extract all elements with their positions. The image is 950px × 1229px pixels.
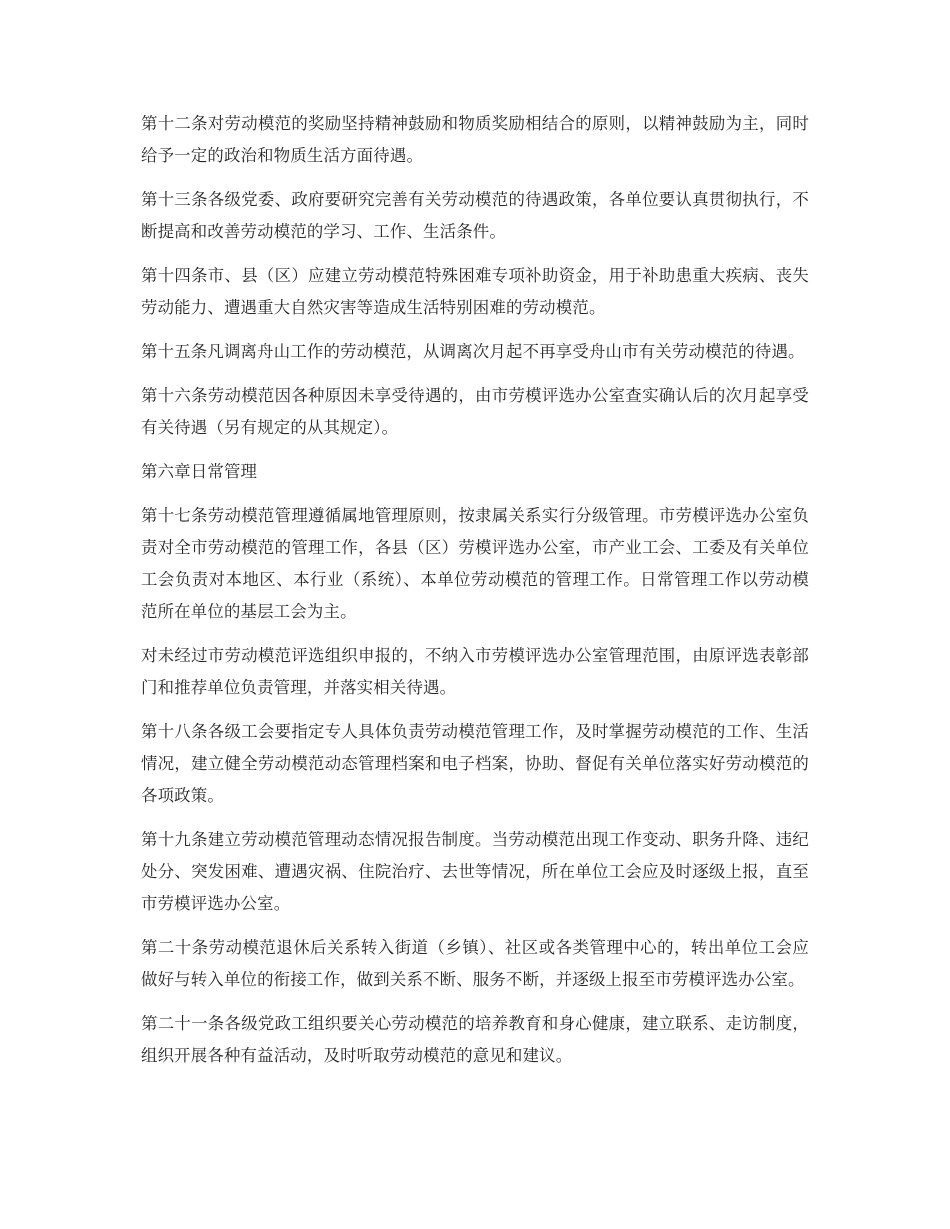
article-19-paragraph: 第十九条建立劳动模范管理动态情况报告制度。当劳动模范出现工作变动、职务升降、违纪处分、突发困难、遭遇灾祸、住院治疗、去世等情况，所在单位工会应及时逐级上报，直至市劳模评选办公室。: [141, 830, 809, 913]
article-12-paragraph: 第十二条对劳动模范的奖励坚持精神鼓励和物质奖励相结合的原则，以精神鼓励为主，同时给予一定的政治和物质生活方面待遇。: [141, 114, 809, 165]
document-page: [141, 108, 809, 1084]
article-16-paragraph: 第十六条劳动模范因各种原因未享受待遇的，由市劳模评选办公室查实确认后的次月起享受有关待遇（另有规定的从其规定）。: [141, 386, 809, 437]
article-18-paragraph: 第十八条各级工会要指定专人具体负责劳动模范管理工作，及时掌握劳动模范的工作、生活情况，建立健全劳动模范动态管理档案和电子档案，协助、督促有关单位落实好劳动模范的各项政策。: [141, 722, 809, 805]
article-17-paragraph: 第十七条劳动模范管理遵循属地管理原则，按隶属关系实行分级管理。市劳模评选办公室负责对全市劳动模范的管理工作，各县（区）劳模评选办公室，市产业工会、工委及有关单位工会负责对本地区、本行业（系统）、本单位劳动模范的管理工作。日常管理工作以劳动模范所在单位的基层工会为主。: [141, 506, 809, 621]
article-17-supplement-paragraph: 对未经过市劳动模范评选组织申报的，不纳入市劳模评选办公室管理范围，由原评选表彰部门和推荐单位负责管理，并落实相关待遇。: [141, 646, 809, 697]
article-13-paragraph: 第十三条各级党委、政府要研究完善有关劳动模范的待遇政策，各单位要认真贯彻执行，不断提高和改善劳动模范的学习、工作、生活条件。: [141, 190, 809, 241]
article-14-paragraph: 第十四条市、县（区）应建立劳动模范特殊困难专项补助资金，用于补助患重大疾病、丧失劳动能力、遭遇重大自然灾害等造成生活特别困难的劳动模范。: [141, 266, 809, 317]
article-20-paragraph: 第二十条劳动模范退休后关系转入街道（乡镇）、社区或各类管理中心的，转出单位工会应做好与转入单位的衔接工作，做到关系不断、服务不断，并逐级上报至市劳模评选办公室。: [141, 938, 809, 989]
article-15-paragraph: 第十五条凡调离舟山工作的劳动模范，从调离次月起不再享受舟山市有关劳动模范的待遇。: [141, 342, 805, 361]
article-21-paragraph: 第二十一条各级党政工组织要关心劳动模范的培养教育和身心健康，建立联系、走访制度，组织开展各种有益活动，及时听取劳动模范的意见和建议。: [141, 1014, 809, 1065]
chapter-6-heading: 第六章日常管理: [141, 462, 258, 481]
